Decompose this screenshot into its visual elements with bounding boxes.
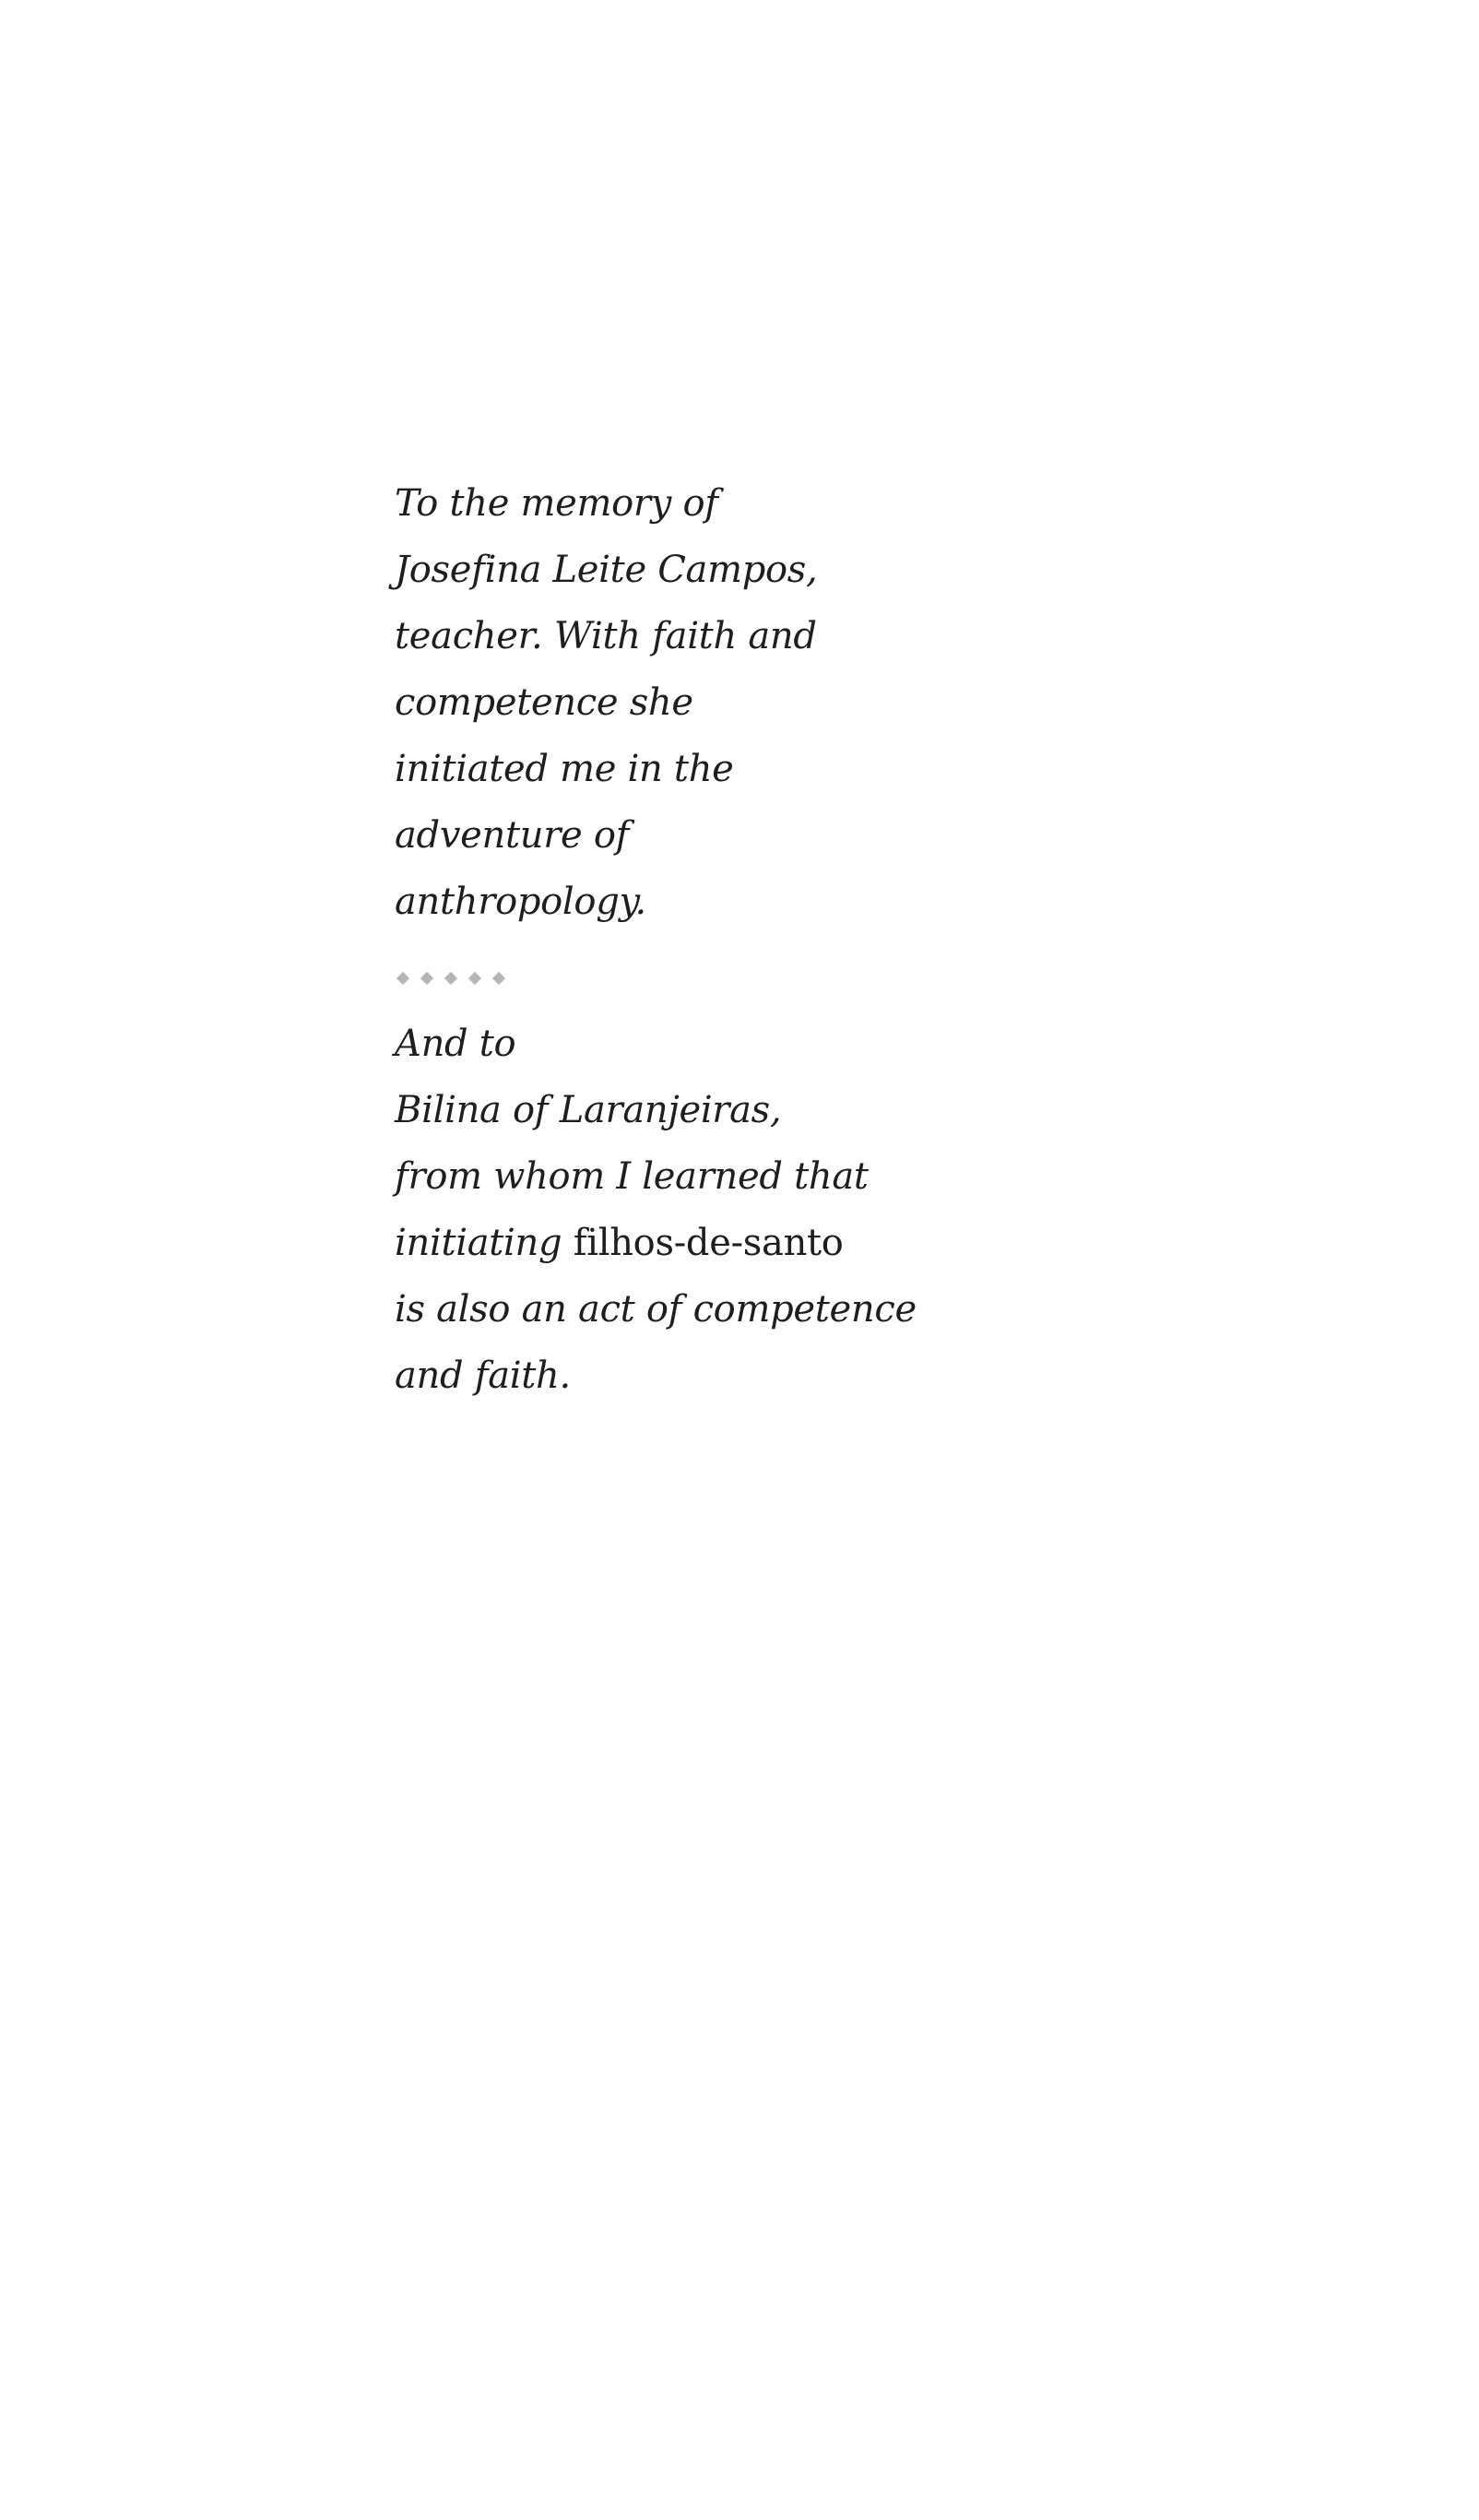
dedication-line: is also an act of competence — [395, 1288, 917, 1331]
dedication-line: Josefina Leite Campos, — [395, 549, 818, 591]
dedication-memory-block — [395, 470, 1040, 935]
dedication-line: Bilina of Laranjeiras, — [395, 1089, 782, 1131]
dedication-line: and faith. — [395, 1355, 571, 1397]
dedication-line: teacher. With faith and — [395, 615, 817, 657]
dedication-line: from whom I learned that — [395, 1155, 869, 1198]
roman-term: filhos-de-santo — [562, 1222, 844, 1264]
dedication-line: competence she — [395, 681, 693, 724]
dedication-line: adventure of — [395, 814, 630, 857]
dedication-bilina-block — [395, 1011, 1040, 1409]
dedication-line: initiated me in the — [395, 748, 734, 790]
dedication-line: anthropology. — [395, 881, 646, 923]
diamond-divider-icon — [398, 974, 503, 983]
diamond-icon — [420, 972, 433, 985]
dedication-line: And to — [395, 1023, 516, 1065]
italic-phrase: initiating — [395, 1222, 562, 1264]
diamond-icon — [444, 972, 457, 985]
diamond-icon — [396, 972, 409, 985]
dedication-line: To the memory of — [395, 482, 718, 525]
diamond-icon — [468, 972, 481, 985]
dedication-line-mixed — [395, 1210, 1040, 1276]
diamond-icon — [492, 972, 505, 985]
